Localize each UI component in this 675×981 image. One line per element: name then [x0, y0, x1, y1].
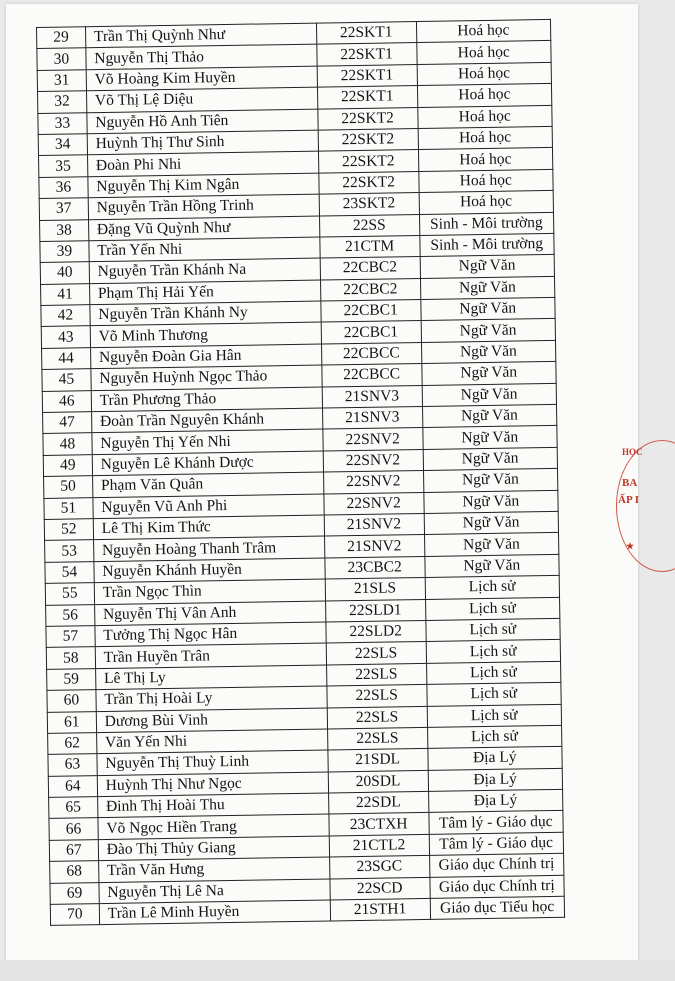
subject: Ngữ Văn [423, 469, 558, 493]
row-number: 43 [41, 326, 90, 348]
subject: Sinh - Môi trường [419, 212, 554, 236]
class-code: 22SKT1 [316, 22, 416, 45]
class-code: 22SKT2 [319, 171, 419, 194]
subject: Ngữ Văn [420, 276, 555, 300]
student-name: Đào Thị Thủy Giang [98, 836, 329, 861]
student-name: Nguyễn Trần Khánh Ny [90, 301, 321, 326]
class-code: 22CBC2 [320, 257, 420, 280]
class-code: 22CBC1 [321, 300, 421, 323]
class-code: 23CBC2 [325, 556, 425, 579]
subject: Hoá học [418, 126, 553, 150]
row-number: 59 [47, 668, 96, 690]
student-name: Nguyễn Thị Thảo [86, 44, 317, 69]
student-name: Võ Thị Lệ Diệu [86, 87, 317, 112]
subject: Hoá học [419, 191, 554, 215]
row-number: 35 [39, 155, 88, 177]
class-code: 20SDL [328, 770, 428, 793]
row-number: 31 [37, 70, 86, 92]
row-number: 48 [43, 433, 92, 455]
scan-bottom-margin [0, 960, 675, 981]
subject: Lịch sử [425, 576, 560, 600]
subject: Hoá học [417, 62, 552, 86]
row-number: 47 [43, 412, 92, 434]
class-code: 21SNV3 [322, 385, 422, 408]
stamp-text-line2: BA [622, 477, 638, 489]
subject: Lịch sử [426, 661, 561, 685]
student-name: Nguyễn Trần Hồng Trinh [88, 194, 319, 219]
row-number: 63 [48, 754, 97, 776]
class-code: 22SKT2 [318, 128, 418, 151]
class-code: 21SNV2 [324, 513, 424, 536]
class-code: 21CTL2 [329, 834, 429, 857]
row-number: 65 [49, 797, 98, 819]
subject: Ngữ Văn [422, 383, 557, 407]
row-number: 53 [45, 540, 94, 562]
class-code: 22SNV2 [323, 428, 423, 451]
class-code: 21SNV3 [322, 407, 422, 430]
class-code: 22SLD1 [325, 599, 425, 622]
class-code: 21SDL [328, 749, 428, 772]
row-number: 56 [46, 604, 95, 626]
row-number: 29 [37, 27, 86, 49]
student-name: Đặng Vũ Quỳnh Như [88, 216, 319, 241]
student-name: Văn Yến Nhi [96, 729, 327, 754]
student-name: Nguyễn Trần Khánh Na [89, 258, 320, 283]
class-code: 23SKT2 [319, 193, 419, 216]
row-number: 33 [38, 112, 87, 134]
student-list-table-wrapper [36, 19, 565, 926]
student-name: Tưởng Thị Ngọc Hân [95, 622, 326, 647]
subject: Ngữ Văn [423, 490, 558, 514]
stamp-text-top: HỌC [622, 447, 643, 457]
subject: Ngữ Văn [424, 554, 559, 578]
class-code: 22SKT1 [317, 86, 417, 109]
student-name: Nguyễn Thị Vân Anh [94, 601, 325, 626]
class-code: 21STH1 [330, 898, 430, 921]
student-name: Nguyễn Thị Thuỳ Linh [97, 750, 328, 775]
class-code: 22SKT2 [318, 150, 418, 173]
class-code: 22SKT1 [317, 43, 417, 66]
row-number: 40 [40, 262, 89, 284]
row-number: 61 [47, 711, 96, 733]
class-code: 23CTXH [329, 813, 429, 836]
row-number: 64 [48, 775, 97, 797]
document-page [6, 4, 638, 974]
student-name: Đoàn Phi Nhi [87, 151, 318, 176]
subject: Ngữ Văn [421, 340, 556, 364]
student-name: Phạm Văn Quân [92, 472, 323, 497]
class-code: 22CBCC [322, 364, 422, 387]
row-number: 46 [42, 390, 91, 412]
subject: Lịch sử [425, 618, 560, 642]
subject: Lịch sử [427, 725, 562, 749]
subject: Ngữ Văn [424, 511, 559, 535]
stamp-text-line3: ẤP I [618, 494, 640, 506]
subject: Ngữ Văn [420, 297, 555, 321]
student-name: Trần Yến Nhi [89, 237, 320, 262]
row-number: 39 [40, 241, 89, 263]
student-name: Nguyễn Hồ Anh Tiên [87, 109, 318, 134]
row-number: 32 [38, 91, 87, 113]
row-number: 57 [46, 626, 95, 648]
class-code: 23SGC [329, 856, 429, 879]
student-name: Dương Bùi Vinh [96, 708, 327, 733]
subject: Địa Lý [428, 789, 563, 813]
student-name: Trần Huyền Trân [95, 643, 326, 668]
class-code: 22SLS [327, 727, 427, 750]
row-number: 30 [37, 48, 86, 70]
subject: Ngữ Văn [420, 255, 555, 279]
row-number: 68 [50, 861, 99, 883]
row-number: 60 [47, 690, 96, 712]
row-number: 51 [44, 497, 93, 519]
subject: Hoá học [416, 19, 551, 43]
subject: Ngữ Văn [424, 533, 559, 557]
student-name: Trần Ngọc Thìn [94, 579, 325, 604]
student-list-body [37, 19, 565, 925]
class-code: 22SLS [326, 642, 426, 665]
student-name: Nguyễn Hoàng Thanh Trâm [93, 536, 324, 561]
row-number: 34 [38, 134, 87, 156]
class-code: 21SLS [325, 578, 425, 601]
class-code: 22SDL [328, 791, 428, 814]
student-name: Nguyễn Vũ Anh Phi [93, 494, 324, 519]
subject: Địa Lý [427, 747, 562, 771]
row-number: 54 [45, 561, 94, 583]
student-name: Trần Lê Minh Huyền [99, 900, 330, 925]
student-name: Nguyễn Thị Kim Ngân [88, 173, 319, 198]
class-code: 22SNV2 [324, 492, 424, 515]
subject: Tâm lý - Giáo dục [428, 811, 563, 835]
subject: Hoá học [418, 148, 553, 172]
student-name: Đoàn Trần Nguyên Khánh [91, 408, 322, 433]
subject: Giáo dục Tiểu học [430, 896, 565, 920]
row-number: 41 [41, 283, 90, 305]
student-list-table [36, 19, 565, 926]
subject: Hoá học [417, 105, 552, 129]
subject: Giáo dục Chính trị [429, 875, 564, 899]
class-code: 22SLS [327, 706, 427, 729]
student-name: Trần Văn Hưng [98, 857, 329, 882]
student-name: Huỳnh Thị Thư Sinh [87, 130, 318, 155]
subject: Lịch sử [427, 704, 562, 728]
student-name: Trần Thị Quỳnh Như [85, 23, 316, 48]
class-code: 22SLS [327, 685, 427, 708]
subject: Ngữ Văn [423, 447, 558, 471]
row-number: 69 [50, 882, 99, 904]
student-name: Nguyễn Lê Khánh Dược [92, 451, 323, 476]
student-name: Trần Thị Hoài Ly [96, 686, 327, 711]
stamp-star: ★ [626, 541, 635, 551]
class-code: 22SLS [326, 663, 426, 686]
student-name: Lê Thị Kim Thức [93, 515, 324, 540]
row-number: 49 [43, 454, 92, 476]
red-official-stamp [612, 440, 652, 580]
row-number: 38 [40, 219, 89, 241]
student-name: Trần Phương Thảo [91, 387, 322, 412]
class-code: 22SKT2 [318, 107, 418, 130]
row-number: 42 [41, 305, 90, 327]
student-name: Phạm Thị Hải Yến [89, 280, 320, 305]
row-number: 67 [49, 839, 98, 861]
student-name: Nguyễn Đoàn Gia Hân [90, 344, 321, 369]
subject: Lịch sử [426, 640, 561, 664]
class-code: 22SS [319, 214, 419, 237]
row-number: 70 [50, 904, 99, 926]
row-number: 50 [44, 476, 93, 498]
class-code: 21SNV2 [324, 535, 424, 558]
subject: Ngữ Văn [421, 362, 556, 386]
row-number: 55 [45, 583, 94, 605]
class-code: 22SNV2 [323, 471, 423, 494]
subject: Ngữ Văn [422, 404, 557, 428]
subject: Giáo dục Chính trị [429, 854, 564, 878]
student-name: Nguyễn Huỳnh Ngọc Thảo [91, 365, 322, 390]
row-number: 44 [42, 348, 91, 370]
class-code: 22SKT1 [317, 64, 417, 87]
subject: Hoá học [416, 41, 551, 65]
row-number: 37 [39, 198, 88, 220]
subject: Sinh - Môi trường [419, 233, 554, 257]
student-name: Huỳnh Thị Như Ngọc [97, 772, 328, 797]
student-name: Nguyễn Khánh Huyền [94, 558, 325, 583]
row-number: 45 [42, 369, 91, 391]
class-code: 22CBCC [321, 342, 421, 365]
subject: Địa Lý [428, 768, 563, 792]
student-name: Võ Hoàng Kim Huyền [86, 66, 317, 91]
class-code: 22CBC2 [320, 278, 420, 301]
row-number: 62 [48, 733, 97, 755]
class-code: 22SLD2 [326, 620, 426, 643]
subject: Lịch sử [426, 682, 561, 706]
class-code: 21CTM [320, 235, 420, 258]
subject: Hoá học [417, 84, 552, 108]
student-name: Đinh Thị Hoài Thu [97, 793, 328, 818]
subject: Ngữ Văn [421, 319, 556, 343]
subject: Lịch sử [425, 597, 560, 621]
subject: Hoá học [418, 169, 553, 193]
subject: Tâm lý - Giáo dục [429, 832, 564, 856]
row-number: 66 [49, 818, 98, 840]
student-name: Lê Thị Ly [95, 665, 326, 690]
class-code: 22SNV2 [323, 449, 423, 472]
class-code: 22CBC1 [321, 321, 421, 344]
student-name: Nguyễn Thị Lê Na [99, 879, 330, 904]
row-number: 58 [46, 647, 95, 669]
student-name: Võ Minh Thương [90, 323, 321, 348]
class-code: 22SCD [330, 877, 430, 900]
row-number: 52 [44, 519, 93, 541]
student-name: Võ Ngọc Hiền Trang [98, 814, 329, 839]
subject: Ngữ Văn [422, 426, 557, 450]
student-name: Nguyễn Thị Yến Nhi [92, 429, 323, 454]
row-number: 36 [39, 176, 88, 198]
